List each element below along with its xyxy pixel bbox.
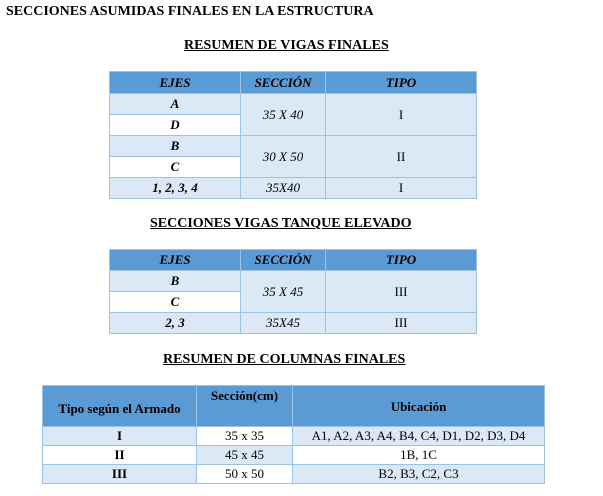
table-row	[110, 136, 477, 157]
ubicacion-cell: 1B, 1C	[293, 446, 545, 465]
header-tipo-armado: Tipo según el Armado	[43, 386, 197, 427]
seccion-cell: 45 x 45	[197, 446, 293, 465]
tipo-cell: II	[43, 446, 197, 465]
seccion-cell: 35X45	[241, 313, 326, 334]
seccion-cell: 35 X 45	[241, 271, 326, 313]
header-tipo: TIPO	[326, 250, 477, 271]
ubicacion-cell: A1, A2, A3, A4, B4, C4, D1, D2, D3, D4	[293, 427, 545, 446]
header-ejes: EJES	[110, 72, 241, 94]
page-title: SECCIONES ASUMIDAS FINALES EN LA ESTRUCTURA	[6, 4, 374, 19]
table-header-row	[110, 250, 477, 271]
eje-cell: C	[110, 292, 241, 313]
columnas-table	[42, 385, 545, 484]
tipo-cell: II	[326, 136, 477, 178]
tanque-table	[109, 249, 477, 334]
vigas-table	[109, 71, 477, 199]
header-seccion: SECCIÓN	[241, 250, 326, 271]
header-seccion: SECCIÓN	[241, 72, 326, 94]
tipo-cell: III	[326, 271, 477, 313]
eje-cell: A	[110, 94, 241, 115]
table-row	[43, 446, 545, 465]
eje-cell: C	[110, 157, 241, 178]
tipo-cell: I	[43, 427, 197, 446]
header-seccion-cm: Sección(cm)	[197, 386, 293, 427]
table-row	[110, 313, 477, 334]
table-row	[43, 427, 545, 446]
tanque-title: SECCIONES VIGAS TANQUE ELEVADO	[150, 216, 412, 231]
seccion-cell: 30 X 50	[241, 136, 326, 178]
eje-cell: D	[110, 115, 241, 136]
tipo-cell: III	[326, 313, 477, 334]
eje-cell: B	[110, 136, 241, 157]
seccion-cell: 35 x 35	[197, 427, 293, 446]
header-tipo: TIPO	[326, 72, 477, 94]
eje-cell: 2, 3	[110, 313, 241, 334]
table-header-row	[43, 386, 545, 427]
seccion-cell: 35 X 40	[241, 94, 326, 136]
tipo-cell: I	[326, 178, 477, 199]
ubicacion-cell: B2, B3, C2, C3	[293, 465, 545, 484]
table-row	[110, 271, 477, 292]
table-header-row	[110, 72, 477, 94]
eje-cell: 1, 2, 3, 4	[110, 178, 241, 199]
tipo-cell: I	[326, 94, 477, 136]
header-ubicacion: Ubicación	[293, 386, 545, 427]
tipo-cell: III	[43, 465, 197, 484]
header-ejes: EJES	[110, 250, 241, 271]
table-row	[110, 94, 477, 115]
table-row	[110, 178, 477, 199]
columnas-title: RESUMEN DE COLUMNAS FINALES	[163, 352, 406, 367]
vigas-title: RESUMEN DE VIGAS FINALES	[184, 38, 389, 53]
table-row	[43, 465, 545, 484]
seccion-cell: 35X40	[241, 178, 326, 199]
seccion-cell: 50 x 50	[197, 465, 293, 484]
eje-cell: B	[110, 271, 241, 292]
